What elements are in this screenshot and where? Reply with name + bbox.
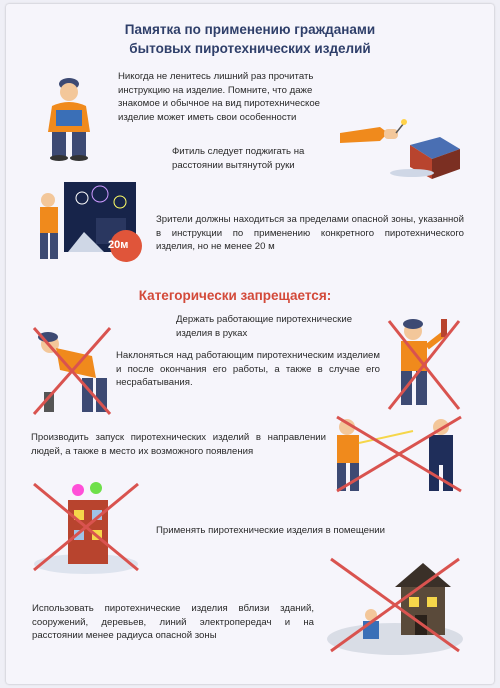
title-line-2: бытовых пиротехнических изделий — [129, 41, 371, 56]
spectator-distance-illustration — [34, 182, 146, 266]
prohibited-item-lean-text: Наклоняться над работающим пиротехническим изделием и после окончания его работы, а также в случае его несрабатывания. — [116, 350, 380, 389]
spectators-distance-text: Зрители должны находиться за пределами опасной зоны, указанной в инструкции по применению конкретного пиротехнического изделия, но не менее 20 м — [156, 214, 464, 253]
aim-at-people-prohibited-illustration — [333, 413, 465, 495]
man-reading-instructions-illustration — [34, 70, 104, 162]
near-buildings-prohibited-illustration — [325, 555, 465, 655]
read-instructions-text: Никогда не ленитесь лишний раз прочитать инструкцию на изделие. Помните, что даже знакомое и обычное на вид пиротехническое изделие может иметь свои особенности — [118, 71, 320, 123]
indoor-use-prohibited-illustration — [30, 480, 142, 576]
hand-lighting-fuse-illustration — [340, 115, 470, 180]
prohibited-item-aim-text: Производить запуск пиротехнических изделий в направлении людей, а также в место их возможного появления — [31, 432, 326, 457]
lean-over-firework-prohibited-illustration — [30, 322, 114, 418]
page-title — [0, 20, 500, 58]
prohibited-heading: Категорически запрещается: — [138, 288, 332, 303]
fuse-distance-text: Фитиль следует поджигать на расстоянии вытянутой руки — [172, 146, 305, 171]
prohibited-item-indoor-text: Применять пиротехнические изделия в помещении — [156, 525, 385, 536]
hold-firework-prohibited-illustration — [383, 315, 465, 415]
prohibited-item-hold-text: Держать работающие пиротехнические изделия в руках — [176, 314, 353, 339]
title-line-1: Памятка по применению гражданами — [124, 22, 376, 37]
distance-badge: 20м — [108, 239, 129, 251]
prohibited-item-buildings-text: Использовать пиротехнические изделия вблизи зданий, сооружений, деревьев, линий электропередач и на расстоянии менее радиуса опасной зоны — [32, 603, 314, 642]
